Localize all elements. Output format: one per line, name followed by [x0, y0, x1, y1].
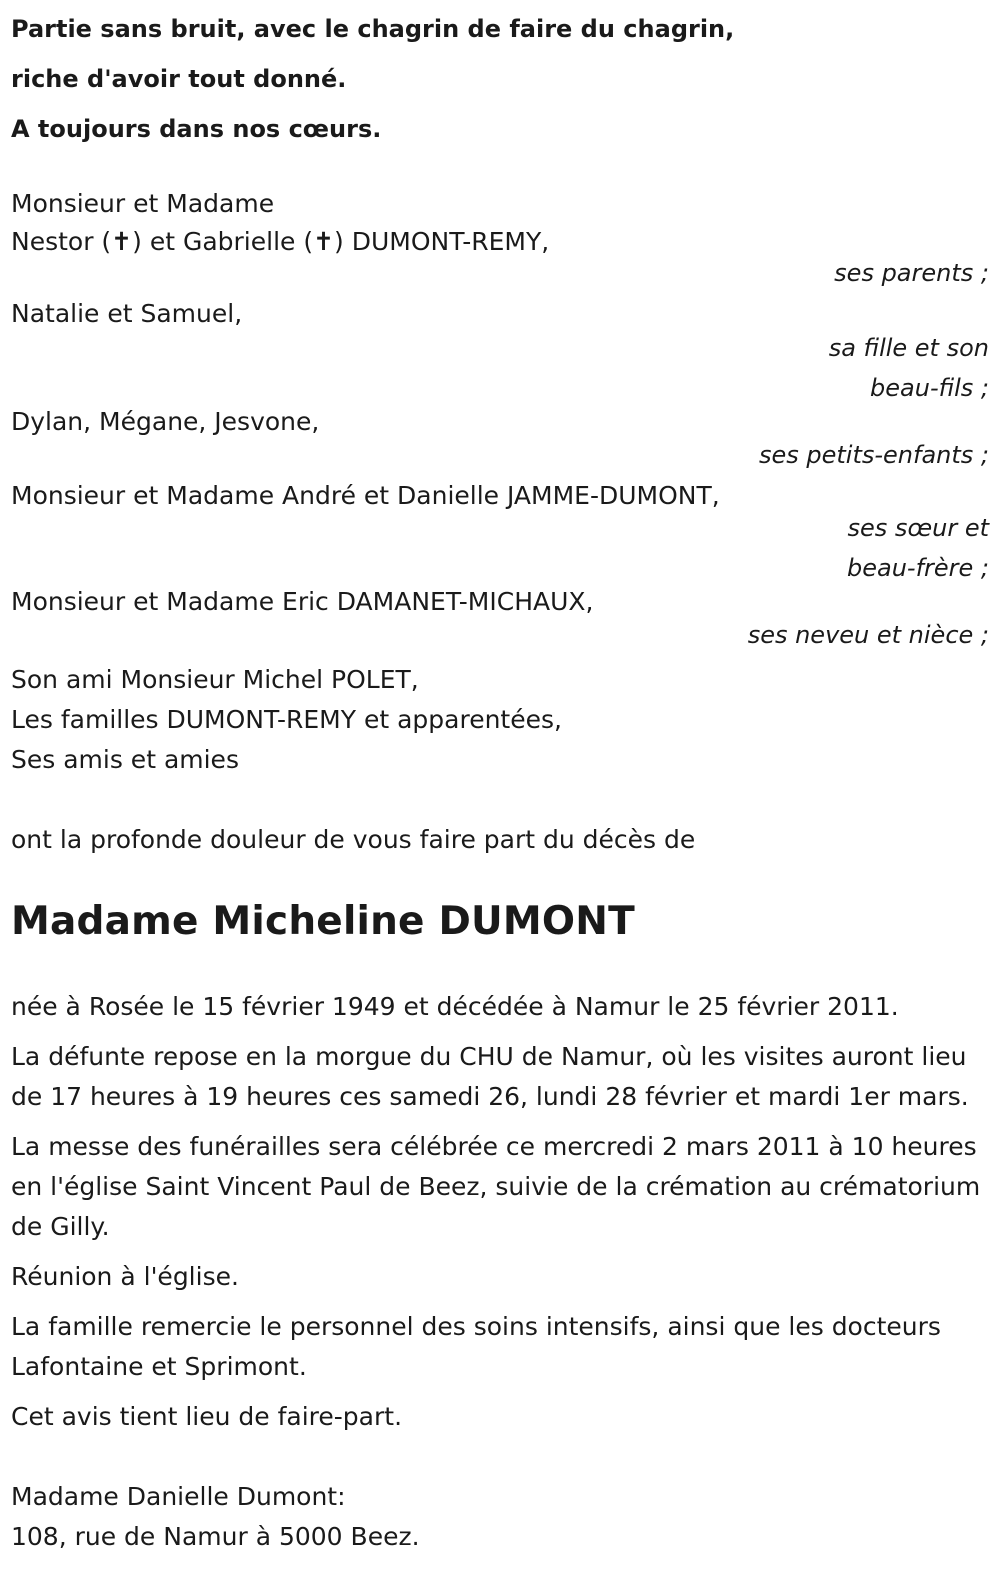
detail-paragraph: La messe des funérailles sera célébrée ce mercredi 2 mars 2011 à 10 heures en l'église Saint Vincent Paul de Beez, suivie de la crémation au crématorium de Gilly.	[11, 1132, 981, 1241]
contact-street: 108, rue de Namur à 5000 Beez.	[11, 1522, 420, 1551]
family-names: Nestor (✝) et Gabrielle (✝) DUMONT-REMY,	[11, 227, 550, 256]
announcement-text: ont la profonde douleur de vous faire part du décès de	[11, 825, 696, 854]
detail-paragraph: Réunion à l'église.	[11, 1262, 239, 1291]
deceased-name: Madame Micheline DUMONT	[11, 899, 635, 944]
family-group-grandchildren	[11, 407, 989, 469]
poem-line: riche d'avoir tout donné.	[11, 65, 347, 93]
family-group-nephew	[11, 587, 989, 649]
poem-line: Partie sans bruit, avec le chagrin de faire du chagrin,	[11, 15, 735, 43]
family-relation: ses petits-enfants ;	[758, 441, 989, 469]
contact-name: Madame Danielle Dumont:	[11, 1482, 346, 1511]
contact-address	[11, 1477, 989, 1557]
other-mourners	[11, 660, 989, 780]
family-names: Monsieur et Madame Eric DAMANET-MICHAUX,	[11, 587, 594, 616]
family-group-parents	[11, 184, 989, 287]
family-group-sister	[11, 481, 989, 588]
detail-paragraph: née à Rosée le 15 février 1949 et décédée à Namur le 25 février 2011.	[11, 992, 899, 1021]
spacer	[11, 154, 989, 184]
family-names: Natalie et Samuel,	[11, 299, 243, 328]
mourner-line: Son ami Monsieur Michel POLET,	[11, 665, 419, 694]
mourner-line: Les familles DUMONT-REMY et apparentées,	[11, 705, 562, 734]
details	[11, 987, 989, 1437]
family-names: Monsieur et Madame	[11, 189, 275, 218]
family-relation: ses parents ;	[834, 259, 989, 287]
detail-paragraph: Cet avis tient lieu de faire-part.	[11, 1402, 403, 1431]
family-names: Monsieur et Madame André et Danielle JAMME-DUMONT,	[11, 481, 720, 510]
detail-paragraph: La famille remercie le personnel des soins intensifs, ainsi que les docteurs Lafontaine et Sprimont.	[11, 1312, 941, 1381]
poem-line: A toujours dans nos cœurs.	[11, 115, 382, 143]
detail-paragraph: La défunte repose en la morgue du CHU de Namur, où les visites auront lieu de 17 heures à 19 heures ces samedi 26, lundi 28 février et mardi 1er mars.	[11, 1042, 969, 1111]
mourner-line: Ses amis et amies	[11, 745, 239, 774]
opening-poem	[11, 4, 989, 154]
family-relation: ses neveu et nièce ;	[747, 621, 989, 649]
family-group-daughter	[11, 299, 989, 408]
family-relation: ses sœur et	[847, 514, 989, 542]
family-names: Dylan, Mégane, Jesvone,	[11, 407, 320, 436]
family-relation: sa fille et son	[828, 334, 989, 362]
family-relation: beau-fils ;	[870, 374, 989, 402]
family-relation: beau-frère ;	[846, 554, 989, 582]
